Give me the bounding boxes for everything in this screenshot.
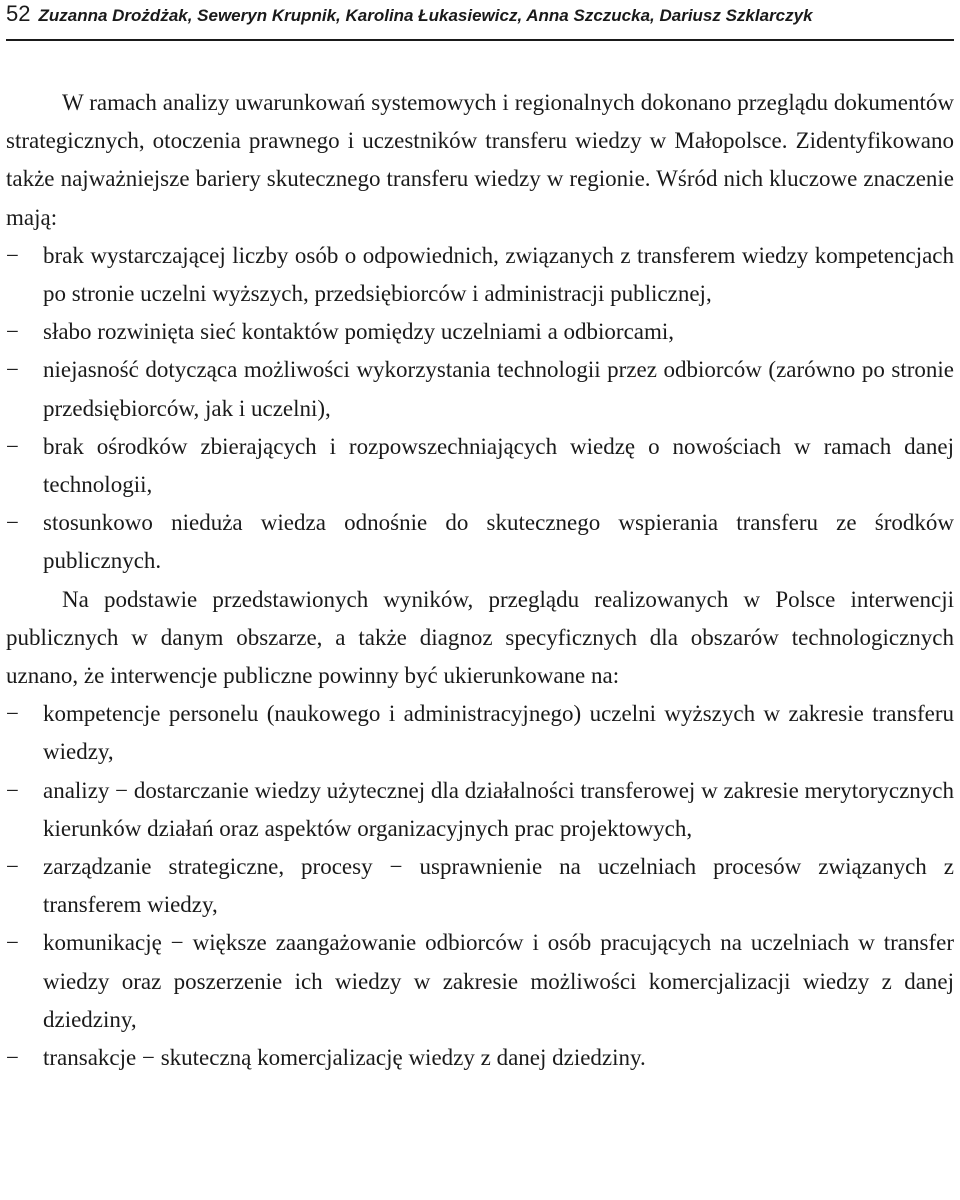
list-item xyxy=(6,313,954,351)
list-item-text: zarządzanie strategiczne, procesy − usprawnienie na uczelniach procesów związanych z transferem wiedzy, xyxy=(43,854,954,918)
page-number: 52 xyxy=(6,1,31,26)
dash-bullet: − xyxy=(6,777,19,803)
running-header xyxy=(6,0,954,30)
list-item xyxy=(6,848,954,924)
list-item-text: niejasność dotycząca możliwości wykorzystania technologii przez odbiorców (zarówno po stronie przedsiębiorców, jak i uczelni), xyxy=(43,357,954,421)
dash-bullet: − xyxy=(6,319,19,345)
body-text xyxy=(6,84,954,1077)
paragraph-interventions-intro: Na podstawie przedstawionych wyników, przeglądu realizowanych w Polsce interwencji publicznych w danym obszarze, a także diagnoz specyficznych dla obszarów technologicznych uznano, że interwencje publiczne powinny być ukierunkowane na: xyxy=(6,586,954,689)
list-item xyxy=(6,237,954,313)
list-item-text: słabo rozwinięta sieć kontaktów pomiędzy uczelniami a odbiorcami, xyxy=(43,319,675,345)
list-item-text: kompetencje personelu (naukowego i administracyjnego) uczelni wyższych w zakresie transferu wiedzy, xyxy=(43,701,954,765)
paragraph-barriers-intro: W ramach analizy uwarunkowań systemowych i regionalnych dokonano przeglądu dokumentów strategicznych, otoczenia prawnego i uczestników transferu wiedzy w Małopolsce. Zidentyfikowano także najważniejsze bariery skutecznego transferu wiedzy w regionie. Wśród nich kluczowe znaczenie mają: xyxy=(6,90,954,230)
list-item xyxy=(6,1039,954,1077)
list-item-text: komunikację − większe zaangażowanie odbiorców i osób pracujących na uczelniach w transfer wiedzy oraz poszerzenie ich wiedzy w zakresie możliwości komercjalizacji wiedzy z danej dziedziny, xyxy=(43,930,954,1032)
interventions-list xyxy=(6,695,954,1077)
dash-bullet: − xyxy=(6,357,19,383)
dash-bullet: − xyxy=(6,930,19,956)
list-item-text: stosunkowo nieduża wiedza odnośnie do skutecznego wspierania transferu ze środków publicznych. xyxy=(43,510,954,574)
list-item-text: transakcje − skuteczną komercjalizację wiedzy z danej dziedziny. xyxy=(43,1045,646,1071)
header-rule xyxy=(6,39,954,41)
list-item xyxy=(6,351,954,427)
dash-bullet: − xyxy=(6,701,19,727)
dash-bullet: − xyxy=(6,510,19,536)
list-item xyxy=(6,504,954,580)
barriers-list xyxy=(6,237,954,581)
list-item xyxy=(6,428,954,504)
dash-bullet: − xyxy=(6,854,19,880)
list-item-text: brak ośrodków zbierających i rozpowszechniających wiedzę o nowościach w ramach danej technologii, xyxy=(43,433,954,498)
list-item xyxy=(6,924,954,1039)
list-item xyxy=(6,772,954,848)
list-item xyxy=(6,695,954,771)
dash-bullet: − xyxy=(6,242,19,268)
dash-bullet: − xyxy=(6,433,19,459)
header-authors: Zuzanna Drożdżak, Seweryn Krupnik, Karolina Łukasiewicz, Anna Szczucka, Dariusz Szklarczyk xyxy=(38,6,813,25)
list-item-text: brak wystarczającej liczby osób o odpowiednich, związanych z transferem wiedzy kompetencjach po stronie uczelni wyższych, przedsiębiorców i administracji publicznej, xyxy=(43,242,954,307)
list-item-text: analizy − dostarczanie wiedzy użytecznej dla działalności transferowej w zakresie merytorycznych kierunków działań oraz aspektów organizacyjnych prac projektowych, xyxy=(43,777,954,841)
dash-bullet: − xyxy=(6,1045,19,1071)
